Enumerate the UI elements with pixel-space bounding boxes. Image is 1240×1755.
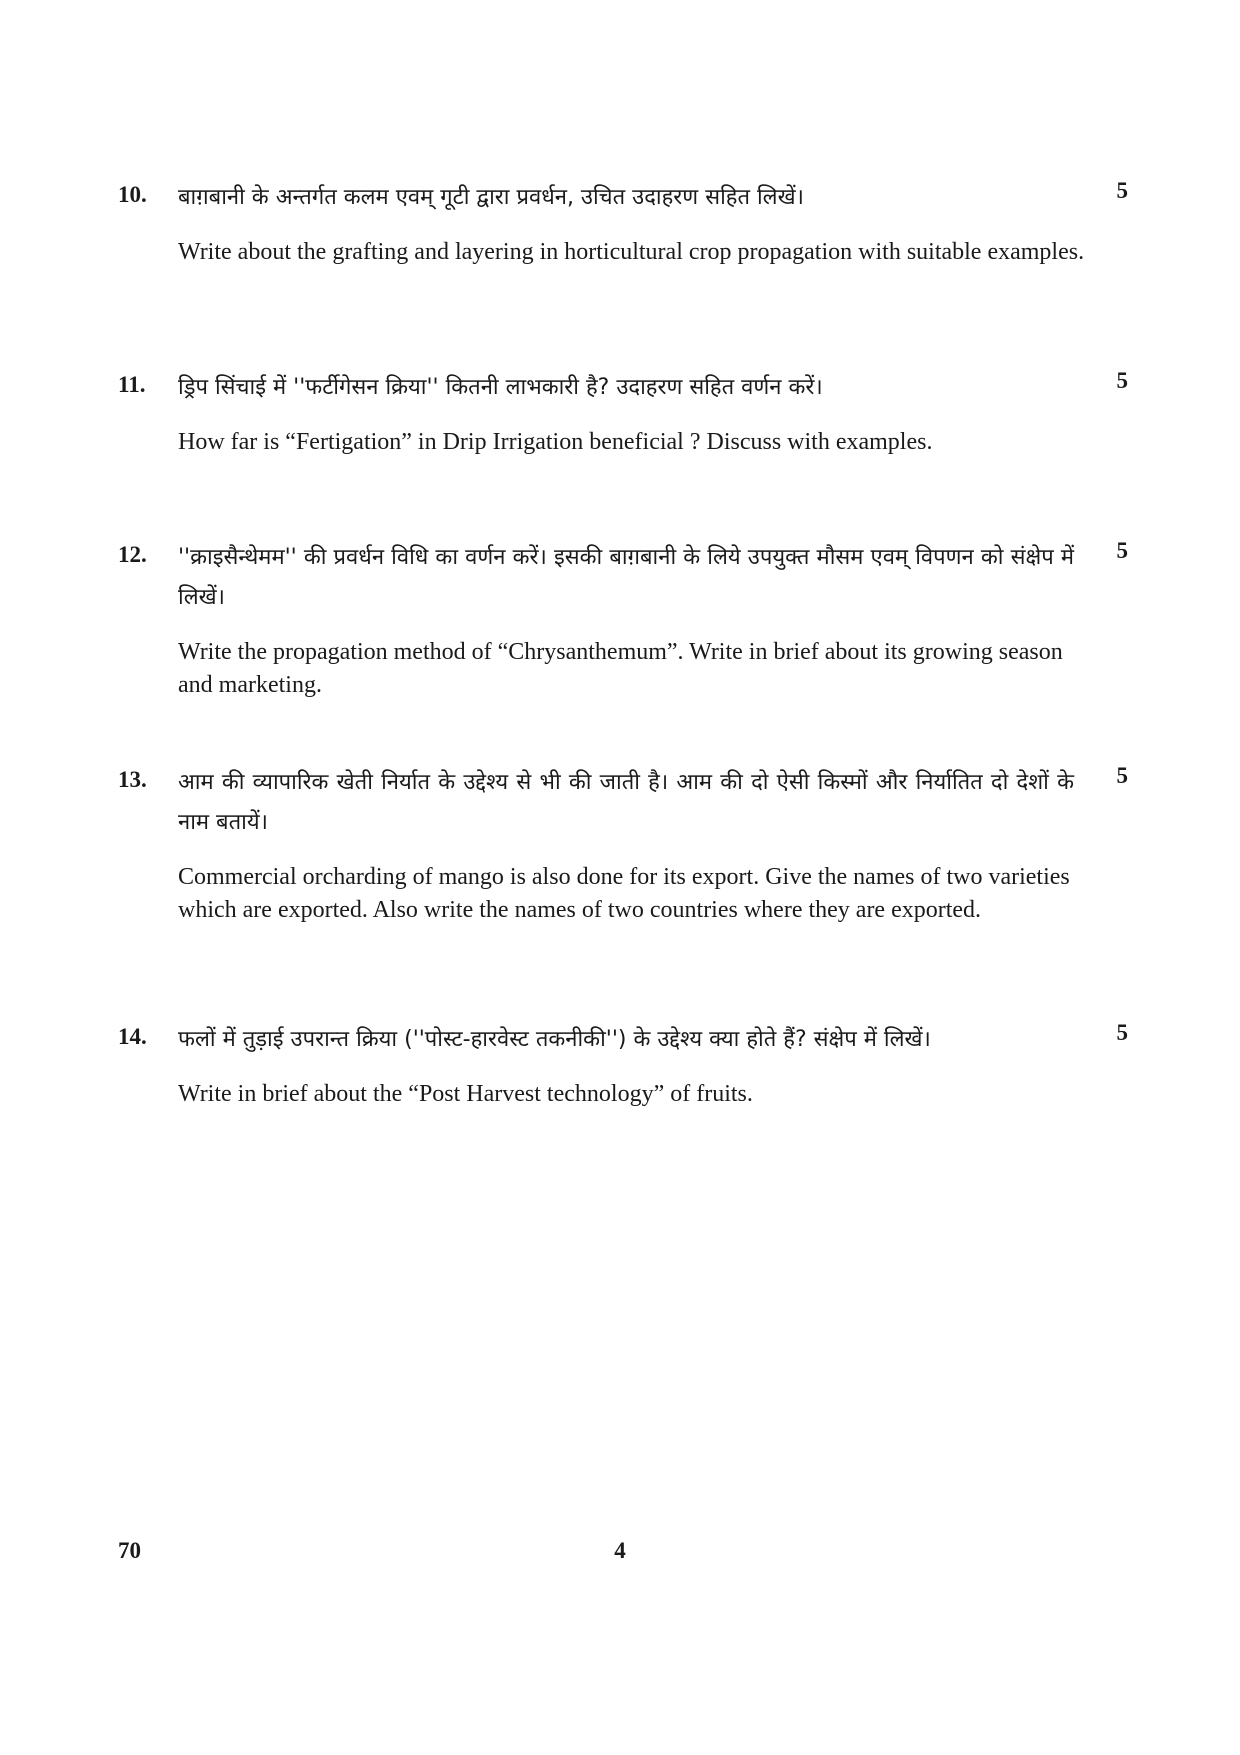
question-13 — [118, 763, 1128, 927]
footer-paper-code: 70 — [118, 1538, 141, 1563]
question-number: 12. — [118, 542, 147, 567]
footer-page-number: 4 — [614, 1538, 626, 1563]
question-text-hindi: फलों में तुड़ाई उपरान्त क्रिया (''पोस्ट-हारवेस्ट तकनीकी'') के उद्देश्य क्या होते हैं? संक्षेप में लिखें। — [178, 1027, 931, 1052]
question-10 — [118, 178, 1128, 269]
question-marks: 5 — [1116, 178, 1128, 203]
question-number: 14. — [118, 1024, 147, 1049]
question-marks: 5 — [1116, 538, 1128, 563]
question-text-hindi: ड्रिप सिंचाई में ''फर्टीगेसन क्रिया'' कितनी लाभकारी है? उदाहरण सहित वर्णन करें। — [178, 375, 823, 400]
question-number: 10. — [118, 182, 147, 207]
question-text-english: Write the propagation method of “Chrysanthemum”. Write in brief about its growing season and marketing. — [178, 639, 1063, 698]
question-text-hindi: आम की व्यापारिक खेती निर्यात के उद्देश्य से भी की जाती है। आम की दो ऐसी किस्मों और निर्यातित दो देशों के नाम बतायें। — [178, 770, 1074, 835]
question-marks: 5 — [1116, 1020, 1128, 1045]
question-marks: 5 — [1116, 368, 1128, 393]
question-number: 13. — [118, 767, 147, 792]
question-text-english: How far is “Fertigation” in Drip Irrigation beneficial ? Discuss with examples. — [178, 429, 933, 455]
question-12 — [118, 538, 1128, 702]
question-14 — [118, 1020, 1128, 1111]
question-11 — [118, 368, 1128, 459]
question-text-hindi: ''क्राइसैन्थेमम'' की प्रवर्धन विधि का वर्णन करें। इसकी बाग़बानी के लिये उपयुक्त मौसम एवम् विपणन को संक्षेप में लिखें। — [178, 545, 1074, 610]
question-text-english: Commercial orcharding of mango is also done for its export. Give the names of two varieties which are exported. Also write the names of two countries where they are exported. — [178, 864, 1070, 923]
question-number: 11. — [118, 372, 146, 397]
question-text-english: Write about the grafting and layering in horticultural crop propagation with suitable examples. — [178, 239, 1085, 265]
question-text-hindi: बाग़बानी के अन्तर्गत कलम एवम् गूटी द्वारा प्रवर्धन, उचित उदाहरण सहित लिखें। — [178, 185, 804, 210]
question-text-english: Write in brief about the “Post Harvest technology” of fruits. — [178, 1081, 753, 1107]
question-marks: 5 — [1116, 763, 1128, 788]
